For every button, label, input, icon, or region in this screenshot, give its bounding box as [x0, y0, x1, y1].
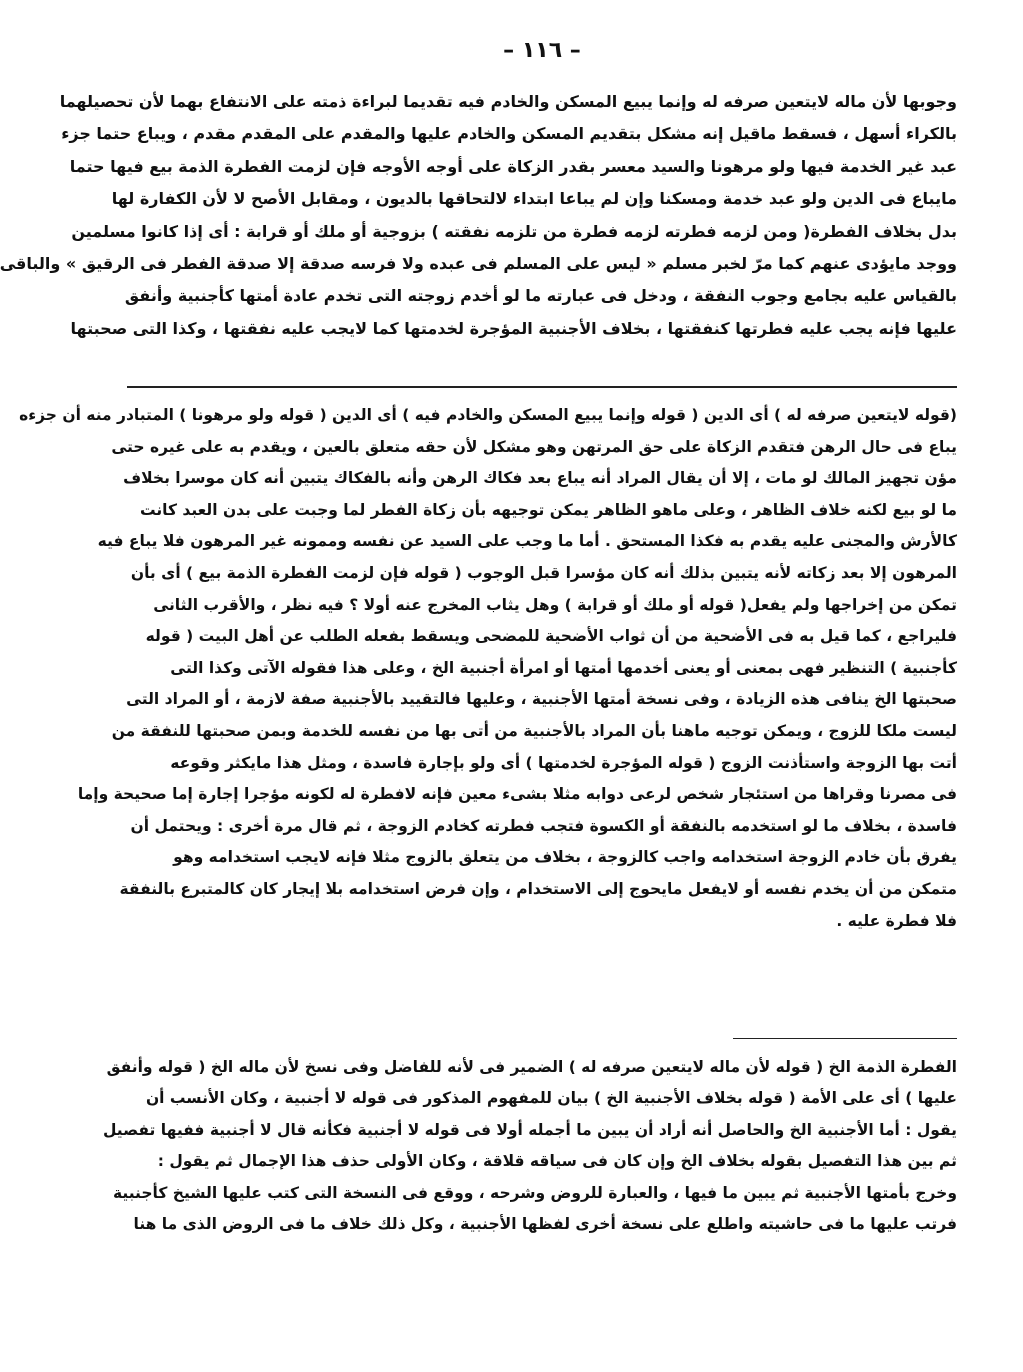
commentary-line: تمكن من إخراجها ولم يفعل( قوله أو ملك أو قرابة ) وهل يثاب المخرج عنه أولا ؟ فيه نظر ، والأقرب الثانى [153, 595, 957, 614]
main-text-line: مايباع فى الدين ولو عبد خدمة ومسكنا وإن لم يباعا ابتداء لالتحاقها بالديون ، ومقابل الأصح لا لأن الكفارة لها [111, 189, 957, 209]
commentary-line: يفرق بأن خادم الزوجة استخدامه واجب كالزوجة ، بخلاف من يتعلق بالزوج مثلا فإنه لايجب استخدامه وهو [173, 848, 957, 867]
commentary-line: (قوله لايتعين صرفه له ) أى الدين ( قوله وإنما يبيع المسكن والخادم فيه ) أى الدين ( قوله ولو مرهونا ) المتبادر منه أن جزءه [19, 406, 957, 424]
commentary-line: متمكن من أن يخدم نفسه أو لايفعل مايحوج إلى الاستخدام ، وإن فرض استخدامه بلا إيجار كان كالمتبرع بالنفقة [119, 879, 957, 898]
main-text-line: وجوبها لأن ماله لايتعين صرفه له وإنما يبيع المسكن والخادم فيه تقديما لبراءة ذمته على الانتفاع بهما لأن تحصيلهما [59, 92, 957, 111]
page-number: – ١١٦ – [503, 38, 581, 63]
footnote-text [102, 1052, 957, 1240]
commentary-line: يباع فى حال الرهن فتقدم الزكاة على حق المرتهن وهو مشكل لأن حقه متعلق بالعين ، ويقدم به على غيره حتى [111, 437, 957, 456]
commentary-text [19, 400, 957, 937]
main-text-line: بالقياس عليه بجامع وجوب النفقة ، ودخل فى عبارته ما لو أخدم زوجته التى تخدم عادة أمتها كأجنبية وأنفق [124, 286, 957, 306]
commentary-line: فلا فطرة عليه . [836, 911, 957, 930]
main-text [0, 86, 957, 345]
commentary-line: مؤن تجهيز المالك لو مات ، إلا أن يقال المراد أنه يباع بعد فكاك الرهن وأنه بالفكاك يتبين أنه كان موسرا بخلاف [123, 469, 957, 488]
commentary-line: كالأرش والمجنى عليه يقدم به فكذا المستحق . أما ما وجب على السيد عن نفسه وممونه غير المرهون فلا يباع فيه [97, 532, 957, 551]
commentary-line: كأجنبية ) التنظير فهى بمعنى أو يعنى أخدمها أمتها أو امرأة أجنبية الخ ، وعلى هذا فقوله الآتى وكذا التى [170, 658, 957, 677]
commentary-line: ليست ملكا للزوج ، ويمكن توجيه ماهنا بأن المراد بالأجنبية من أتى بها من نفسه للخدمة وبمن صحبتها للنفقة من [111, 721, 957, 740]
commentary-line: فليراجع ، كما قيل به فى الأضحية من أن ثواب الأضحية للمضحى ويسقط بفعله الطلب عن أهل البيت ( قوله [145, 627, 957, 646]
main-text-line: بالكراء أسهل ، فسقط ماقيل إنه مشكل بتقديم المسكن والخادم عليها والمقدم على المقدم مقدم ، ويباع حتما جزء [61, 124, 957, 144]
footnote-line: ثم بين هذا التفصيل بقوله بخلاف الخ وإن كان فى سياقه قلاقة ، وكان الأولى حذف هذا الإجمال ثم يقول : [157, 1152, 957, 1171]
footnote-line: فرتب عليها ما فى حاشيته واطلع على نسخة أخرى لفظها الأجنبية ، وكل ذلك خلاف ما فى الروض الذى ما هنا [133, 1215, 957, 1234]
commentary-line: المرهون إلا بعد زكاته لأنه يتبين بذلك أنه كان مؤسرا قبل الوجوب ( قوله فإن لزمت الفطرة الذمة بيع ) أى بأن [130, 563, 957, 582]
footnote-line: عليها ) أى على الأمة ( قوله بخلاف الأجنبية الخ ) بيان للمفهوم المذكور فى قوله لا أجنبية ، وكان الأنسب أن [145, 1089, 957, 1108]
commentary-line: فى مصرنا وقراها من استئجار شخص لرعى دوابه مثلا بشىء معين فإنه لافطرة له لكونه مؤجرا إجارة إما صحيحة وإما [77, 785, 957, 804]
commentary-line: ما لو بيع لكنه خلاف الظاهر ، وعلى ماهو الظاهر يمكن توجيهه بأن زكاة الفطر لما وجبت على بدن العبد كانت [139, 500, 957, 519]
footnote-divider [733, 1038, 957, 1039]
main-text-line: بدل بخلاف الفطرة( ومن لزمه فطرته لزمه فطرة من تلزمه نفقته ) بزوجية أو ملك أو قرابة : أى إذا كانوا مسلمين [71, 221, 957, 241]
footnote-line: يقول : أما الأجنبية الخ والحاصل أنه أراد أن يبين ما أجمله أولا فى قوله لا أجنبية فكأنه قال لا أجنبية ففيها تفصيل [102, 1120, 957, 1139]
footnote-line: وخرج بأمتها الأجنبية ثم يبين ما فيها ، والعبارة للروض وشرحه ، ووقع فى النسخة التى كتب عليها الشيخ كأجنبية [112, 1183, 957, 1202]
commentary-line: صحبتها الخ ينافى هذه الزيادة ، وفى نسخة أمتها الأجنبية ، وعليها فالتقييد بالأجنبية صفة لازمة ، أو المراد التى [126, 690, 957, 709]
main-text-line: عبد غير الخدمة فيها ولو مرهونا والسيد معسر بقدر الزكاة على أوجه الأوجه فإن لزمت الفطرة الذمة بيع فيها حتما [69, 156, 957, 176]
commentary-line: فاسدة ، بخلاف ما لو استخدمه بالنفقة أو الكسوة فتجب فطرته كخادم الزوجة ، ثم قال مرة أخرى : ويحتمل أن [130, 816, 957, 835]
main-text-line: عليها فإنه يجب عليه فطرتها كنفقتها ، بخلاف الأجنبية المؤجرة لخدمتها كما لايجب عليه نفقتها ، وكذا التى صحبتها [70, 318, 957, 338]
main-text-line: ووجد مايؤدى عنهم كما مرّ لخبر مسلم « ليس على المسلم فى عبده ولا فرسه صدقة إلا صدقة الفطر فى الرقيق » والباقى [0, 254, 957, 274]
footnote-line: الفطرة الذمة الخ ( قوله لأن ماله لايتعين صرفه له ) الضمير فى لأنه للفاضل وفى نسخ لأن ماله الخ ( قوله وأنفق [106, 1058, 957, 1076]
section-divider [127, 386, 957, 388]
commentary-line: أتت بها الزوجة واستأذنت الزوج ( قوله المؤجرة لخدمتها ) أى ولو بإجارة فاسدة ، ومثل هذا مايكثر وقوعه [170, 753, 957, 772]
